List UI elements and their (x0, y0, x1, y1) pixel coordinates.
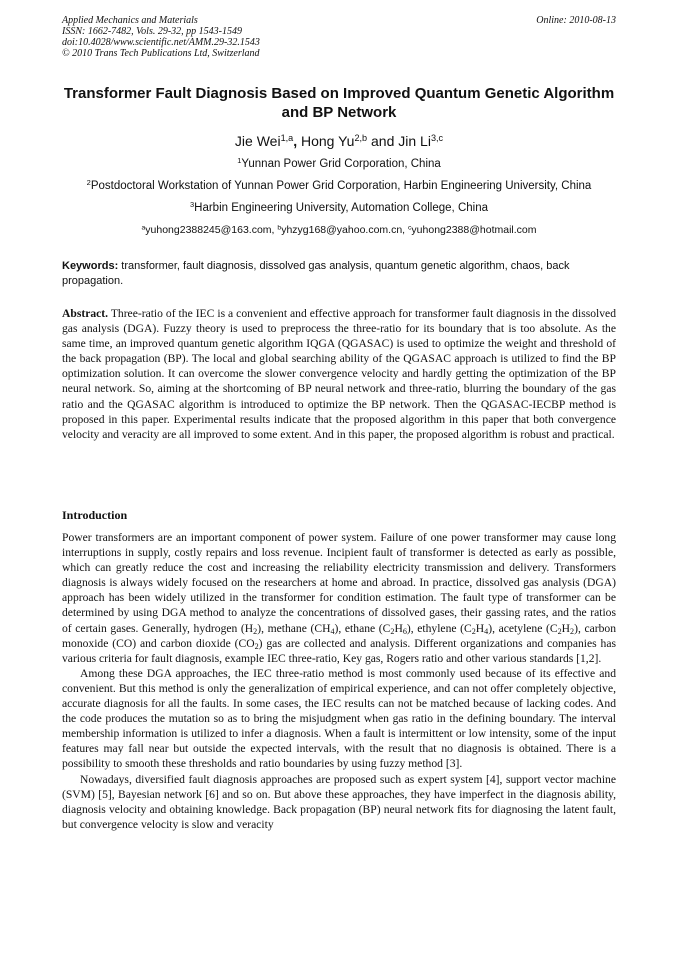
affiliation-mark: 1 (237, 155, 242, 165)
email-separator: , (271, 224, 278, 236)
author-list (62, 132, 616, 150)
subscript: 2 (471, 626, 476, 636)
abstract (62, 306, 616, 442)
paragraph-text: H (394, 621, 403, 635)
email-mark: b (277, 224, 282, 232)
abstract-label: Abstract. (62, 307, 109, 320)
author-name: Hong Yu (301, 133, 355, 149)
affiliation-1 (40, 157, 638, 171)
keywords (62, 259, 616, 289)
introduction-body (62, 530, 616, 832)
email-separator: , (402, 224, 409, 236)
paragraph-text: ), ethylene (C (406, 621, 472, 635)
subscript: 2 (254, 641, 259, 651)
affiliation-text: Postdoctoral Workstation of Yunnan Power Grid Corporation, Harbin Engineering University, China (90, 180, 592, 192)
journal-doi: doi:10.4028/www.scientific.net/AMM.29-32.1543 (62, 37, 260, 48)
author-affiliation-mark: 2,b (354, 133, 368, 143)
keywords-label: Keywords: (62, 260, 119, 272)
keywords-text: transformer, fault diagnosis, dissolved gas analysis, quantum genetic algorithm, chaos, back propagation. (62, 260, 570, 287)
email-address: yhzyg168@yahoo.com.cn (281, 224, 403, 236)
abstract-text: Three-ratio of the IEC is a convenient and effective approach for transformer fault diagnosis in the dissolved gas analysis (DGA). Fuzzy theory is used to preprocess the three-ratio for its boundary that is too absolute. As the same time, an improved quantum genetic algorithm IQGA (QGASAC) is used to optimize the weight and threshold of the back propagation (BP). The local and global searching ability of the QGASAC approach is utilized to find the BP optimization solution. It can overcome the slower convergence velocity and hardly getting the optimization of the BP neural network. So, aiming at the shortcoming of BP neural network and three-ratio, blurring the boundary of the gas ratio and the QGASAC algorithm is introduced to optimize the BP network. Then the QGASAC-IECBP method is proposed in this paper. Experimental results indicate that the proposed algorithm in this paper that both convergence velocity and veracity are all improved to some extent. And in this paper, the proposed algorithm is robust and practical. (62, 307, 616, 441)
affiliation-text: Harbin Engineering University, Automation College, China (194, 202, 488, 214)
author-affiliation-mark: 3,c (430, 133, 444, 143)
paragraph-text: ), ethane (C (334, 621, 391, 635)
subscript: 4 (330, 626, 335, 636)
paragraph-text: ), acetylene (C (488, 621, 558, 635)
affiliation-2 (40, 179, 638, 193)
paragraph-text: ) gas are collected and analysis. Different organizations and companies has various criteria for fault diagnosis, example IEC three-ratio, Key gas, Rogers ratio and other various standards [1,2]. (62, 636, 616, 665)
affiliation-text: Yunnan Power Grid Corporation, China (241, 158, 441, 170)
author-separator: and (367, 133, 399, 149)
paragraph-text: H (475, 621, 485, 635)
paper-title: Transformer Fault Diagnosis Based on Improved Quantum Genetic Algorithm and BP Network (63, 85, 615, 121)
paragraph (62, 530, 616, 666)
journal-header (62, 15, 616, 59)
affiliation-3 (40, 201, 638, 215)
journal-issn: ISSN: 1662-7482, Vols. 29-32, pp 1543-1549 (62, 26, 242, 37)
subscript: 2 (253, 626, 258, 636)
section-heading-introduction: Introduction (62, 508, 128, 522)
email-mark: a (141, 224, 146, 232)
paragraph-text: ), methane (CH (257, 621, 331, 635)
email-mark: c (408, 224, 412, 232)
affiliation-mark: 3 (190, 199, 195, 209)
email-address: yuhong2388@hotmail.com (411, 224, 537, 236)
affiliation-mark: 2 (86, 177, 91, 187)
email-address: yuhong2388245@163.com (145, 224, 272, 236)
author-separator: , (293, 133, 301, 149)
journal-name: Applied Mechanics and Materials (62, 15, 198, 26)
author-affiliation-mark: 1,a (280, 133, 294, 143)
paragraph-text: ), carbon monoxide (CO) and carbon dioxide (CO (62, 621, 617, 650)
paragraph: Among these DGA approaches, the IEC three-ratio method is most commonly used because of its effective and convenient. But this method is only the generalization of empirical experience, and can not offer completely objective, accurate diagnosis for all the faults. In some cases, the IEC results can not be matched because of lacking codes. And the code produces the mutation so as to bring the misjudgment when gas ratio in the defining boundary. The interval membership information is utilized to infer a diagnosis. When a fault is intermittent or low intensity, some of the input features may fall near but outside the expected intervals, with the result that no diagnosis is obtained. There is a possibility to smooth these thresholds and ratio boundaries by using fuzzy method [3]. (62, 666, 616, 771)
subscript: 2 (570, 626, 575, 636)
journal-copyright: © 2010 Trans Tech Publications Ltd, Switzerland (62, 48, 260, 59)
author-name: Jin Li (398, 133, 431, 149)
paragraph-text: Power transformers are an important component of power system. Failure of one power transformer may cause long interruptions in supply, costly repairs and loss revenue. Incipient fault of transformer is detected as early as possible, which can greatly reduce the cost and increasing the reliability electricity transmission and delivery. Transformers diagnosis is always widely focused on the researchers at home and abroad. In practice, dissolved gas analysis (DGA) approach has been widely utilized in the transformer for condition estimation. The fault type of transformer can be determined by using DGA method to analyze the concentrations of dissolved gases, their gassing rates, and the ratios of certain gases. Generally, hydrogen (H (62, 531, 616, 635)
online-date: Online: 2010-08-13 (536, 15, 616, 26)
paragraph: Nowadays, diversified fault diagnosis approaches are proposed such as expert system [4], support vector machine (SVM) [5], Bayesian network [6] and so on. But above these approaches, they have imperfect in the diagnosis ability, diagnosis velocity and obtaining knowledge. Back propagation (BP) neural network fits for diagnosing the latent fault, but convergence velocity is slow and veracity (62, 772, 616, 831)
author-name: Jie Wei (234, 133, 281, 149)
subscript: 4 (484, 626, 489, 636)
subscript: 2 (557, 626, 562, 636)
paragraph-text: H (561, 621, 571, 635)
subscript: 6 (402, 626, 407, 636)
author-emails (40, 223, 638, 237)
subscript: 2 (390, 626, 395, 636)
